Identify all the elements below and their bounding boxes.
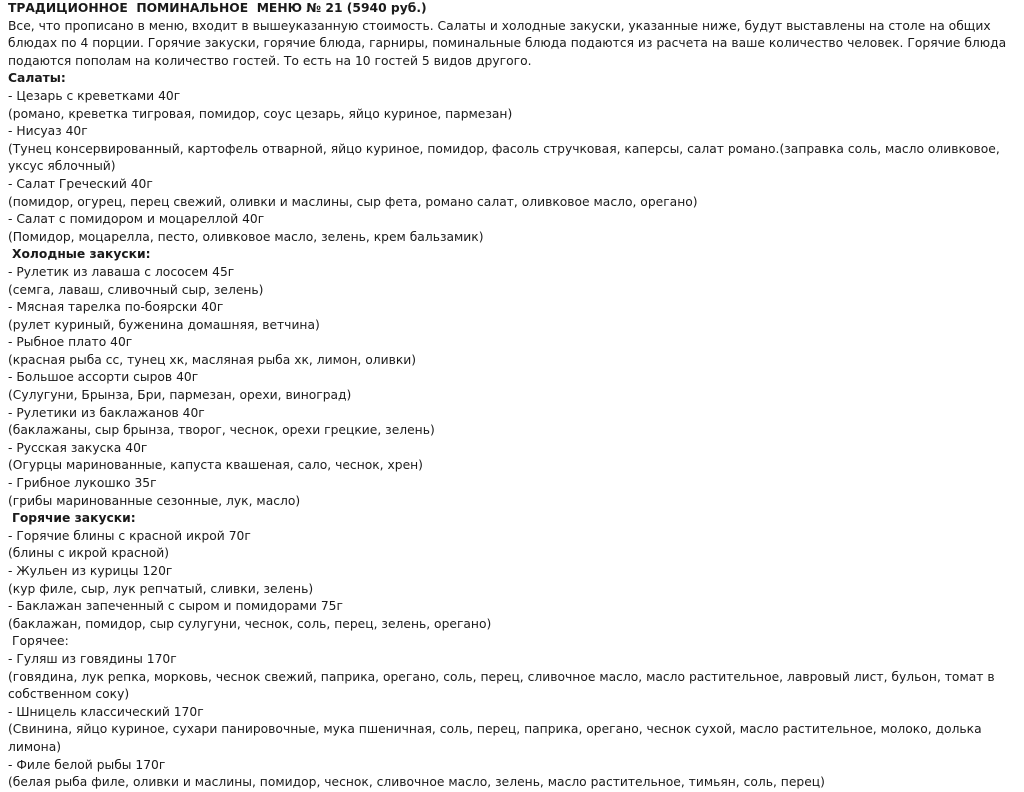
item-desc: (баклажаны, сыр брынза, творог, чеснок, орехи грецкие, зелень) <box>8 423 435 438</box>
section-heading: Горячее: <box>12 634 69 649</box>
item-name: - Мясная тарелка по-боярски 40г <box>8 300 224 315</box>
item-desc: (романо, креветка тигровая, помидор, соус цезарь, яйцо куриное, пармезан) <box>8 106 513 121</box>
item-desc: (Помидор, моцарелла, песто, оливковое масло, зелень, крем бальзамик) <box>8 229 484 244</box>
item-name: - Большое ассорти сыров 40г <box>8 370 199 385</box>
item-desc: (говядина, лук репка, морковь, чеснок свежий, паприка, орегано, соль, перец, сливочное масло, масло растительное, лавровый лист, бульон, томат в собственном соку) <box>8 669 999 702</box>
item-name: - Салат с помидором и моцареллой 40г <box>8 212 265 227</box>
item-name: - Рулетик из лаваша с лососем 45г <box>8 264 235 279</box>
item-name: - Рулетики из баклажанов 40г <box>8 405 205 420</box>
item-desc: (семга, лаваш, сливочный сыр, зелень) <box>8 282 264 297</box>
item-name: - Грибное лукошко 35г <box>8 476 157 491</box>
item-desc: (рулет куриный, буженина домашняя, ветчина) <box>8 317 320 332</box>
item-desc: (блины с икрой красной) <box>8 546 170 561</box>
item-name: - Рыбное плато 40г <box>8 335 133 350</box>
item-name: - Жульен из курицы 120г <box>8 564 173 578</box>
item-desc: (грибы маринованные сезонные, лук, масло) <box>8 493 301 508</box>
item-desc: (баклажан, помидор, сыр сулугуни, чеснок, соль, перец, зелень, орегано) <box>8 616 492 631</box>
item-desc: (Тунец консервированный, картофель отварной, яйцо куриное, помидор, фасоль стручковая, каперсы, салат романо.(заправка соль, масло оливковое, уксус яблочный) <box>8 141 1004 174</box>
menu-title: ТРАДИЦИОННОЕ ПОМИНАЛЬНОЕ МЕНЮ № 21 (5940 руб.) <box>8 1 427 15</box>
item-name: - Русская закуска 40г <box>8 440 148 455</box>
section-hot-appetizers <box>8 510 1018 633</box>
item-name: - Баклажан запеченный с сыром и помидорами 75г <box>8 599 343 614</box>
item-name: - Горячие блины с красной икрой 70г <box>8 528 251 543</box>
item-desc: (Свинина, яйцо куриное, сухари панировочные, мука пшеничная, соль, перец, паприка, орегано, чеснок сухой, масло растительное, молоко, долька лимона) <box>8 722 986 754</box>
item-desc: (Сулугуни, Брынза, Бри, пармезан, орехи, виноград) <box>8 388 352 403</box>
item-desc: (красная рыба сс, тунец хк, масляная рыба хк, лимон, оливки) <box>8 352 417 367</box>
section-cold-appetizers <box>8 246 1018 510</box>
item-name: - Гуляш из говядины 170г <box>8 651 177 666</box>
item-desc: (помидор, огурец, перец свежий, оливки и маслины, сыр фета, романо салат, оливковое масло, орегано) <box>8 194 698 209</box>
item-desc: (белая рыба филе, оливки и маслины, помидор, чеснок, сливочное масло, зелень, масло растительное, тимьян, соль, перец) <box>8 775 825 790</box>
item-name: - Салат Греческий 40г <box>8 176 153 191</box>
section-salads <box>8 70 1018 246</box>
item-name: - Шницель классический 170г <box>8 704 204 719</box>
item-name: - Филе белой рыбы 170г <box>8 757 166 772</box>
section-heading: Горячие закуски: <box>12 511 136 526</box>
item-name: - Нисуаз 40г <box>8 124 88 139</box>
section-heading: Салаты: <box>8 71 66 86</box>
item-desc: (кур филе, сыр, лук репчатый, сливки, зелень) <box>8 581 314 596</box>
menu-document <box>8 0 1018 792</box>
section-hot-dishes <box>8 633 1018 791</box>
menu-intro: Все, что прописано в меню, входит в вышеуказанную стоимость. Салаты и холодные закуски, указанные ниже, будут выставлены на столе на общих блюдах по 4 порции. Горячие закуски, горячие блюда, гарниры, поминальные блюда подаются из расчета на ваше количество человек. Горячие блюда подаются пополам на количество гостей. То есть на 10 гостей 5 видов другого. <box>8 18 1011 68</box>
item-name: - Цезарь с креветками 40г <box>8 88 181 103</box>
item-desc: (Огурцы маринованные, капуста квашеная, сало, чеснок, хрен) <box>8 458 423 473</box>
section-heading: Холодные закуски: <box>12 247 151 262</box>
